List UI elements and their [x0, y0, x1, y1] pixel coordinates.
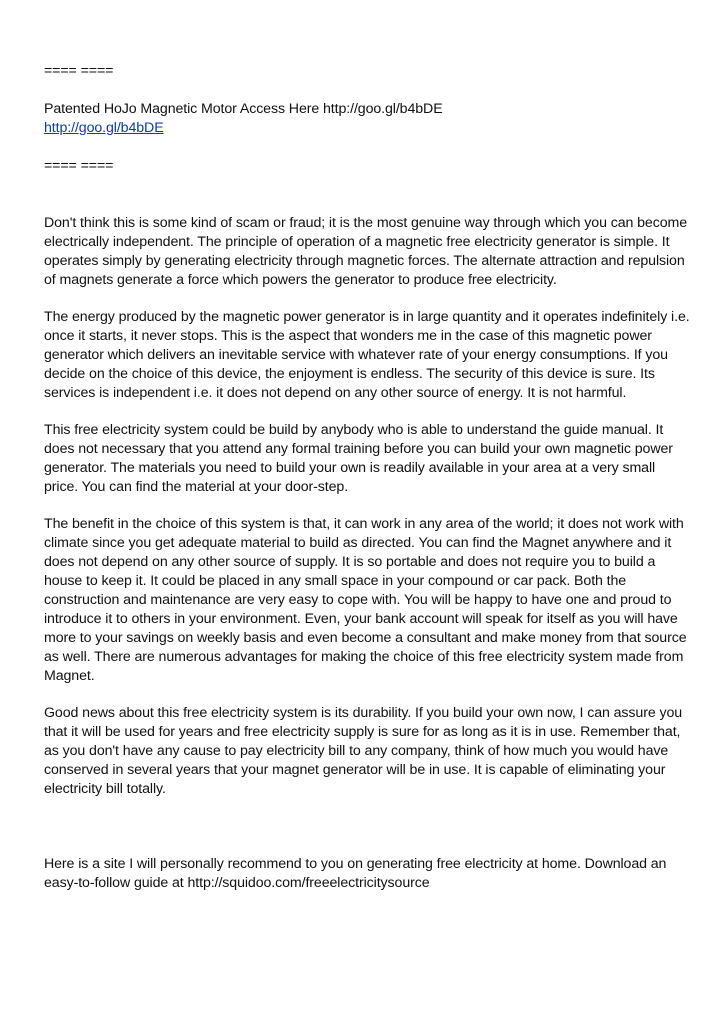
paragraph-1: Don't think this is some kind of scam or fraud; it is the most genuine way through which you can become electrically independent. The principle of operation of a magnetic free electricity generator is simple. It operates simply by generating electricity through magnetic forces. The alternate attraction and repulsion of magnets generate a force which powers the generator to produce free electricity. [44, 215, 687, 288]
document-page [44, 62, 692, 893]
separator-top: ==== ==== [44, 63, 114, 79]
paragraph-3: This free electricity system could be build by anybody who is able to understand the guide manual. It does not necessary that you attend any formal training before you can build your own magnetic power generator. The materials you need to build your own is readily available in your area at a very small price. You can find the material at your door-step. [44, 422, 673, 495]
paragraph-2: The energy produced by the magnetic power generator is in large quantity and it operates indefinitely i.e. once it starts, it never stops. This is the aspect that wonders me in the case of this magnetic power generator which delivers an inevitable service with whatever rate of your energy consumptions. If you decide on the choice of this device, the enjoyment is endless. The security of this device is sure. Its services is independent i.e. it does not depend on any other source of energy. It is not harmful. [44, 309, 690, 401]
closing-paragraph: Here is a site I will personally recommend to you on generating free electricity at home. Download an easy-to-follow guide at http://squidoo.com/freeelectricitysource [44, 856, 667, 891]
access-link[interactable]: http://goo.gl/b4bDE [44, 120, 164, 136]
paragraph-4: The benefit in the choice of this system is that, it can work in any area of the world; it does not work with climate since you get adequate material to build as directed. You can find the Magnet anywhere and it does not depend on any other source of supply. It is so portable and does not require you to build a house to keep it. It could be placed in any small space in your compound or car pack. Both the construction and maintenance are very easy to cope with. You will be happy to have one and proud to introduce it to others in your environment. Even, your bank account will speak for itself as you will have more to your savings on weekly basis and even become a consultant and make money from that source as well. There are numerous advantages for making the choice of this free electricity system made from Magnet. [44, 516, 687, 684]
access-text: Patented HoJo Magnetic Motor Access Here http://goo.gl/b4bDE [44, 101, 443, 117]
paragraph-5: Good news about this free electricity system is its durability. If you build your own now, I can assure you that it will be used for years and free electricity supply is sure for as long as it is in use. Remember that, as you don't have any cause to pay electricity bill to any company, think of how much you would have conserved in several years that your magnet generator will be in use. It is capable of eliminating your electricity bill totally. [44, 705, 683, 797]
separator-bottom: ==== ==== [44, 158, 114, 174]
